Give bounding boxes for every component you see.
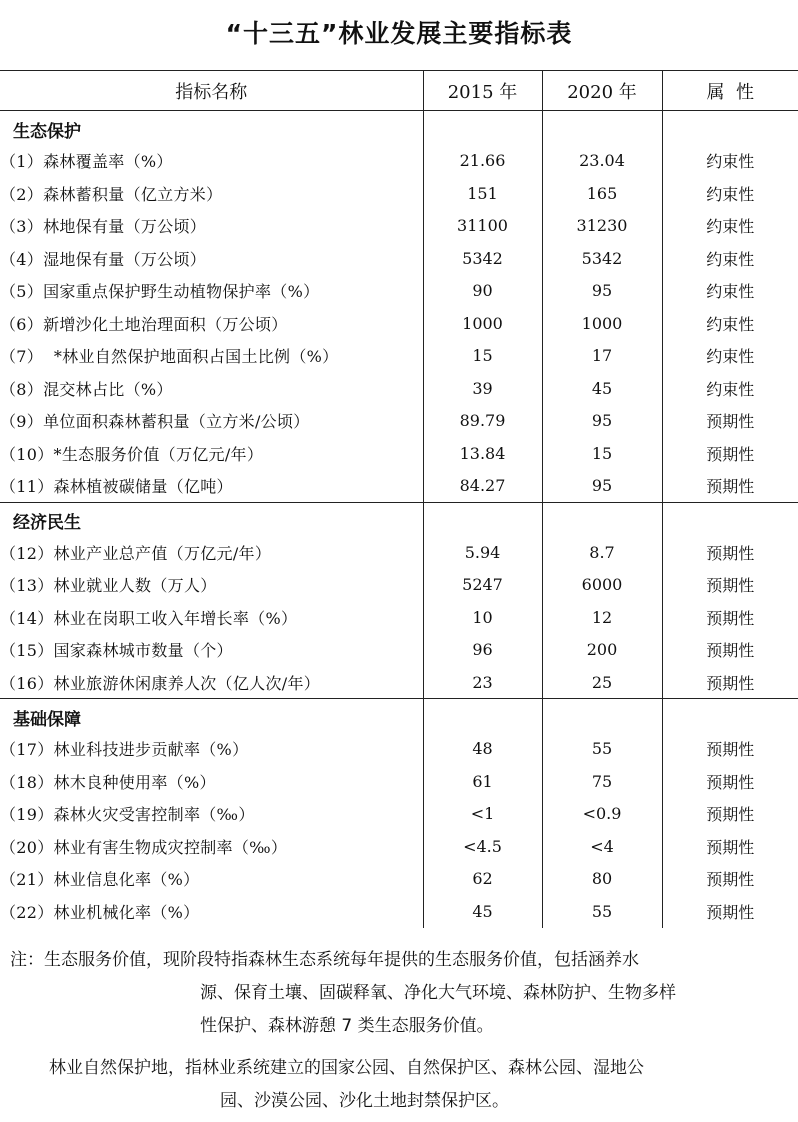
value-2020-cell: 1000 <box>542 307 662 340</box>
attribute-cell: 预期性 <box>662 536 798 569</box>
attribute-cell: 预期性 <box>662 798 798 831</box>
value-2020-cell: 55 <box>542 895 662 928</box>
indicator-name-cell: （16）林业旅游休闲康养人次（亿人次/年） <box>0 673 321 693</box>
indicator-name-cell: （2）森林蓄积量（亿立方米） <box>0 184 223 204</box>
empty-cell <box>662 111 798 145</box>
indicator-name-cell: （20）林业有害生物成灾控制率（‰） <box>0 837 288 857</box>
document-title: “十三五”林业发展主要指标表 <box>225 19 573 48</box>
table-row <box>0 340 798 373</box>
value-2015-cell: 39 <box>423 372 542 405</box>
value-2015-cell: 13.84 <box>423 437 542 470</box>
attribute-cell: 约束性 <box>662 145 798 178</box>
value-2015-cell: 23 <box>423 666 542 699</box>
table-row <box>0 210 798 243</box>
indicator-name-cell: （22）林业机械化率（%） <box>0 902 200 922</box>
section-title: 基础保障 <box>13 709 81 730</box>
table-row <box>0 634 798 667</box>
value-2015-cell: <1 <box>423 798 542 831</box>
table-row <box>0 798 798 831</box>
table-row <box>0 307 798 340</box>
value-2015-cell: 10 <box>423 601 542 634</box>
attribute-cell: 约束性 <box>662 242 798 275</box>
value-2020-cell: <0.9 <box>542 798 662 831</box>
value-2015-cell: 90 <box>423 275 542 308</box>
value-2020-cell: 12 <box>542 601 662 634</box>
indicator-name-cell: （5）国家重点保护野生动植物保护率（%） <box>0 282 320 302</box>
indicator-name-cell: （4）湿地保有量（万公顷） <box>0 249 207 269</box>
table-row <box>0 830 798 863</box>
section-row <box>0 111 798 145</box>
attribute-cell: 约束性 <box>662 307 798 340</box>
value-2015-cell: 84.27 <box>423 470 542 503</box>
attribute-cell: 预期性 <box>662 569 798 602</box>
section-title: 生态保护 <box>13 121 81 142</box>
value-2015-cell: 31100 <box>423 210 542 243</box>
table-header-row <box>0 71 798 111</box>
attribute-cell: 约束性 <box>662 372 798 405</box>
value-2020-cell: 6000 <box>542 569 662 602</box>
section-title: 经济民生 <box>13 513 81 533</box>
table-row <box>0 275 798 308</box>
indicator-name-cell: （7） *林业自然保护地面积占国土比例（%） <box>0 347 339 367</box>
empty-cell <box>423 111 542 145</box>
indicator-name-cell: （17）林业科技进步贡献率（%） <box>0 740 249 760</box>
table-row <box>0 405 798 438</box>
value-2015-cell: 5247 <box>423 569 542 602</box>
value-2020-cell: 95 <box>542 470 662 503</box>
value-2020-cell: 95 <box>542 275 662 308</box>
value-2015-cell: 1000 <box>423 307 542 340</box>
value-2015-cell: 48 <box>423 733 542 766</box>
value-2015-cell: 21.66 <box>423 145 542 178</box>
attribute-cell: 约束性 <box>662 177 798 210</box>
indicator-name-cell: （18）林木良种使用率（%） <box>0 772 216 792</box>
indicator-name-cell: （1）森林覆盖率（%） <box>0 152 173 172</box>
note-line-1: 注：生态服务价值，现阶段特指森林生态系统每年提供的生态服务价值，包括涵养水 <box>10 950 639 970</box>
note-line-2: 源、保育土壤、固碳释氧、净化大气环境、森林防护、生物多样 <box>200 983 676 1003</box>
table-row <box>0 601 798 634</box>
attribute-cell: 预期性 <box>662 733 798 766</box>
attribute-cell: 预期性 <box>662 830 798 863</box>
header-2020: 2020 年 <box>542 71 662 111</box>
header-attribute: 属 性 <box>662 71 798 111</box>
note-line-4: 林业自然保护地，指林业系统建立的国家公园、自然保护区、森林公园、湿地公 <box>49 1058 644 1078</box>
attribute-cell: 约束性 <box>662 275 798 308</box>
table-row <box>0 470 798 503</box>
value-2020-cell: 25 <box>542 666 662 699</box>
attribute-cell: 预期性 <box>662 895 798 928</box>
value-2015-cell: 62 <box>423 863 542 896</box>
indicator-table <box>0 70 798 928</box>
value-2015-cell: 151 <box>423 177 542 210</box>
table-row <box>0 569 798 602</box>
attribute-cell: 约束性 <box>662 340 798 373</box>
table-row <box>0 177 798 210</box>
indicator-name-cell: （14）林业在岗职工收入年增长率（%） <box>0 608 298 628</box>
indicator-name-cell: （11）森林植被碳储量（亿吨） <box>0 477 233 496</box>
value-2020-cell: 95 <box>542 405 662 438</box>
value-2020-cell: 200 <box>542 634 662 667</box>
indicator-name-cell: （19）森林火灾受害控制率（‰） <box>0 805 255 825</box>
note-line-3: 性保护、森林游憩 7 类生态服务价值。 <box>200 1016 494 1036</box>
table-row <box>0 733 798 766</box>
table-row <box>0 666 798 699</box>
value-2015-cell: 5.94 <box>423 536 542 569</box>
indicator-name-cell: （12）林业产业总产值（万亿元/年） <box>0 543 272 563</box>
table-row <box>0 863 798 896</box>
empty-cell <box>542 699 662 733</box>
value-2015-cell: <4.5 <box>423 830 542 863</box>
table-body <box>0 111 798 928</box>
table-row <box>0 437 798 470</box>
value-2020-cell: 17 <box>542 340 662 373</box>
indicator-name-cell: （10）*生态服务价值（万亿元/年） <box>0 444 264 464</box>
section-row <box>0 699 798 733</box>
attribute-cell: 预期性 <box>662 437 798 470</box>
attribute-cell: 约束性 <box>662 210 798 243</box>
table-row <box>0 895 798 928</box>
value-2020-cell: 31230 <box>542 210 662 243</box>
value-2020-cell: 5342 <box>542 242 662 275</box>
value-2015-cell: 15 <box>423 340 542 373</box>
indicator-name-cell: （8）混交林占比（%） <box>0 379 173 399</box>
table-row <box>0 765 798 798</box>
empty-cell <box>542 502 662 536</box>
attribute-cell: 预期性 <box>662 634 798 667</box>
attribute-cell: 预期性 <box>662 470 798 503</box>
attribute-cell: 预期性 <box>662 863 798 896</box>
value-2015-cell: 89.79 <box>423 405 542 438</box>
value-2015-cell: 45 <box>423 895 542 928</box>
section-row <box>0 502 798 536</box>
indicator-name-cell: （9）单位面积森林蓄积量（立方米/公顷） <box>0 412 310 432</box>
attribute-cell: 预期性 <box>662 765 798 798</box>
indicator-name-cell: （3）林地保有量（万公顷） <box>0 217 207 237</box>
value-2020-cell: 55 <box>542 733 662 766</box>
note-line-5: 园、沙漠公园、沙化土地封禁保护区。 <box>220 1091 509 1111</box>
table-row <box>0 536 798 569</box>
empty-cell <box>423 699 542 733</box>
attribute-cell: 预期性 <box>662 405 798 438</box>
table-row <box>0 242 798 275</box>
value-2020-cell: 165 <box>542 177 662 210</box>
empty-cell <box>423 502 542 536</box>
value-2020-cell: 15 <box>542 437 662 470</box>
empty-cell <box>662 502 798 536</box>
value-2020-cell: 8.7 <box>542 536 662 569</box>
attribute-cell: 预期性 <box>662 666 798 699</box>
attribute-cell: 预期性 <box>662 601 798 634</box>
value-2015-cell: 96 <box>423 634 542 667</box>
indicator-name-cell: （21）林业信息化率（%） <box>0 870 200 890</box>
value-2020-cell: <4 <box>542 830 662 863</box>
empty-cell <box>542 111 662 145</box>
value-2020-cell: 75 <box>542 765 662 798</box>
indicator-name-cell: （13）林业就业人数（万人） <box>0 576 217 596</box>
value-2015-cell: 61 <box>423 765 542 798</box>
value-2020-cell: 80 <box>542 863 662 896</box>
table-row <box>0 372 798 405</box>
header-indicator-name: 指标名称 <box>0 71 423 111</box>
indicator-name-cell: （15）国家森林城市数量（个） <box>0 641 233 661</box>
value-2020-cell: 45 <box>542 372 662 405</box>
table-row <box>0 145 798 178</box>
header-2015: 2015 年 <box>423 71 542 111</box>
value-2020-cell: 23.04 <box>542 145 662 178</box>
value-2015-cell: 5342 <box>423 242 542 275</box>
indicator-name-cell: （6）新增沙化土地治理面积（万公顷） <box>0 314 288 334</box>
empty-cell <box>662 699 798 733</box>
